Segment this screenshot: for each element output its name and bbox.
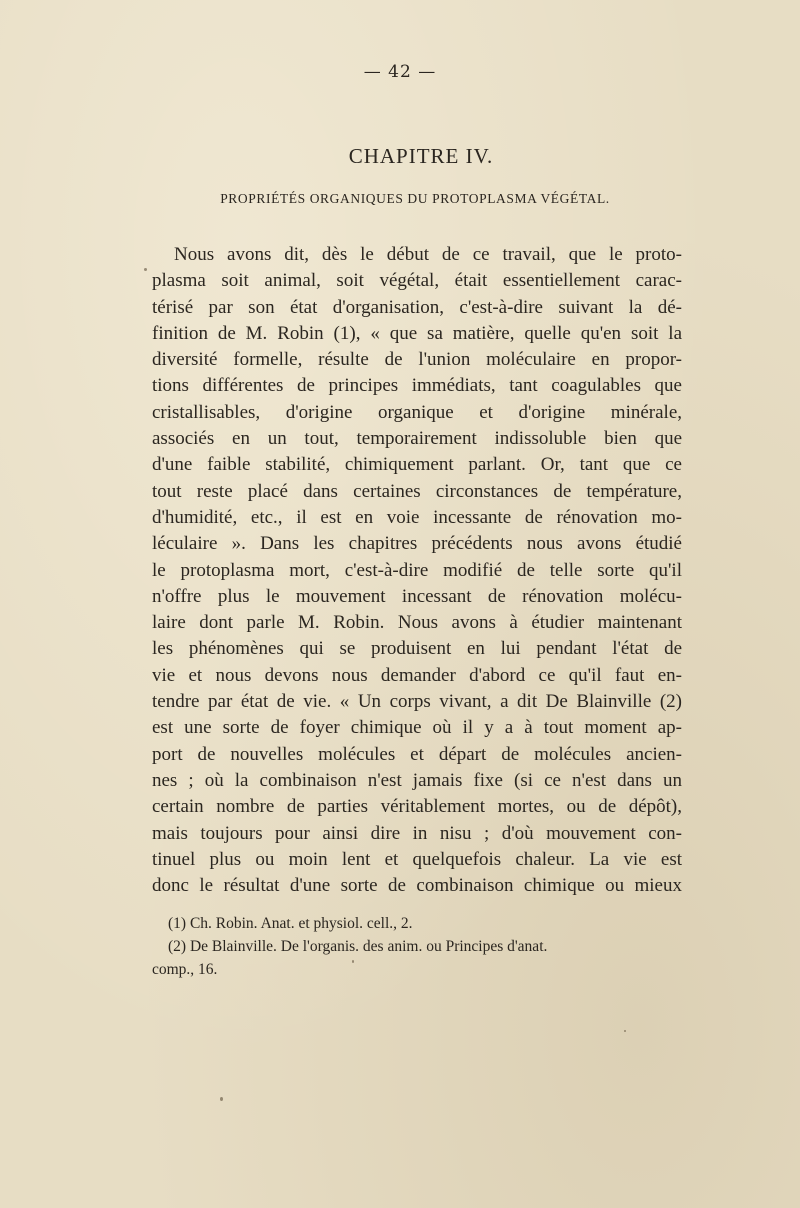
body-line: n'offre plus le mouvement incessant de rénovation molécu-	[152, 585, 682, 607]
body-line: plasma soit animal, soit végétal, était essentiellement carac-	[152, 270, 682, 292]
body-line: laire dont parle M. Robin. Nous avons à étudier maintenant	[152, 612, 682, 634]
body-line: donc le résultat d'une sorte de combinaison chimique ou mieux	[152, 875, 682, 897]
footnote-2: (2) De Blainville. De l'organis. des anim. ou Principes d'anat.	[168, 938, 548, 955]
chapter-title: CHAPITRE IV.	[348, 144, 494, 168]
body-line: térisé par son état d'organisation, c'est-à-dire suivant la dé-	[152, 296, 682, 318]
body-line: est une sorte de foyer chimique où il y a à tout moment ap-	[152, 717, 682, 739]
body-line: d'une faible stabilité, chimiquement parlant. Or, tant que ce	[152, 454, 682, 476]
body-line: léculaire ». Dans les chapitres précédents nous avons étudié	[152, 533, 682, 555]
body-line: finition de M. Robin (1), « que sa matière, quelle qu'en soit la	[152, 322, 682, 344]
body-line: cristallisables, d'origine organique et d'origine minérale,	[152, 401, 682, 423]
section-title: PROPRIÉTÉS ORGANIQUES DU PROTOPLASMA VÉGÉTAL.	[220, 191, 610, 206]
ink-speck	[220, 1097, 223, 1101]
body-line: d'humidité, etc., il est en voie incessante de rénovation mo-	[152, 506, 682, 528]
body-paragraph	[152, 242, 682, 899]
body-line: tinuel plus ou moin lent et quelquefois chaleur. La vie est	[152, 848, 682, 870]
body-line: le protoplasma mort, c'est-à-dire modifié de telle sorte qu'il	[152, 559, 682, 581]
page-number: — 42 —	[363, 62, 437, 82]
body-line: certain nombre de parties véritablement mortes, ou de dépôt),	[152, 796, 682, 818]
footnotes	[152, 912, 682, 981]
footnote-1: (1) Ch. Robin. Anat. et physiol. cell., 2.	[168, 915, 413, 932]
body-line: mais toujours pour ainsi dire in nisu ; d'où mouvement con-	[152, 822, 682, 844]
body-line: associés en un tout, temporairement indissoluble bien que	[152, 428, 682, 450]
body-line: tions différentes de principes immédiats, tant coagulables que	[152, 375, 682, 397]
body-line: diversité formelle, résulte de l'union moléculaire en propor-	[152, 349, 682, 371]
body-line: nes ; où la combinaison n'est jamais fixe (si ce n'est dans un	[152, 769, 682, 791]
ink-speck	[624, 1030, 626, 1032]
body-line: les phénomènes qui se produisent en lui pendant l'état de	[152, 638, 682, 660]
footnote-2-continuation: comp., 16.	[152, 961, 218, 978]
body-line: port de nouvelles molécules et départ de molécules ancien-	[152, 743, 682, 765]
body-line: vie et nous devons nous demander d'abord ce qu'il faut en-	[152, 664, 682, 686]
ink-speck	[352, 960, 354, 963]
body-line: tout reste placé dans certaines circonstances de température,	[152, 480, 682, 502]
ink-speck	[144, 268, 147, 271]
body-line: tendre par état de vie. « Un corps vivant, a dit De Blainville (2)	[152, 691, 682, 713]
body-line: Nous avons dit, dès le début de ce travail, que le proto-	[174, 244, 682, 265]
